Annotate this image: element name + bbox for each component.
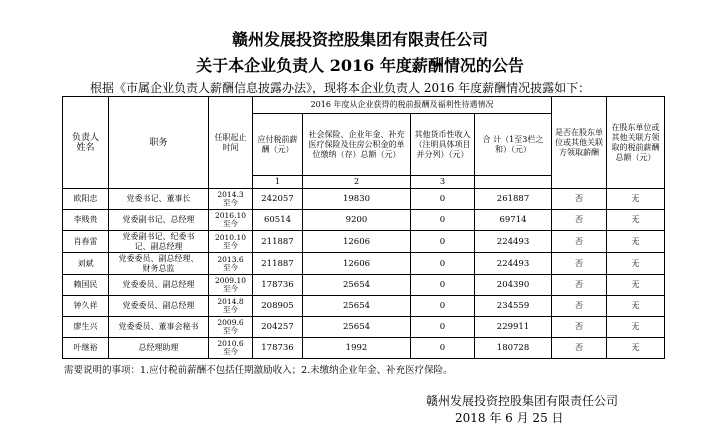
header-insurance: 社会保险、企业年金、补充医疗保险及住房公积金的单位缴纳（存）总额（元） xyxy=(303,114,411,176)
cell-insurance: 12606 xyxy=(303,231,411,253)
title-announcement: 关于本企业负责人 2016 年度薪酬情况的公告 xyxy=(196,56,524,75)
cell-name: 钟久祥 xyxy=(63,296,109,317)
table-row xyxy=(63,231,665,253)
cell-name: 赖国民 xyxy=(63,275,109,296)
cell-name: 肖春雷 xyxy=(63,231,109,253)
cell-other: 0 xyxy=(411,317,475,338)
header-index-1: 1 xyxy=(253,176,303,189)
cell-insurance: 12606 xyxy=(303,253,411,275)
title-company: 赣州发展投资控股集团有限责任公司 xyxy=(231,30,488,49)
header-group: 2016 年度从企业获得的税前报酬及福利性待遇情况 xyxy=(253,97,552,114)
header-index-2: 2 xyxy=(303,176,411,189)
cell-other: 0 xyxy=(411,338,475,359)
cell-term: 2013.6 至今 xyxy=(209,253,253,275)
cell-term: 2016.10 至今 xyxy=(209,210,253,231)
cell-amount: 无 xyxy=(607,231,665,253)
cell-position: 党委委员、董事会秘书 xyxy=(109,317,209,338)
cell-paid: 否 xyxy=(552,275,607,296)
cell-term: 2010.10 至今 xyxy=(209,231,253,253)
cell-position: 党委委员、副总经理、财务总监 xyxy=(109,253,209,275)
table-row xyxy=(63,210,665,231)
cell-total: 69714 xyxy=(475,210,552,231)
salary-table xyxy=(62,96,665,359)
cell-amount: 无 xyxy=(607,338,665,359)
cell-total: 224493 xyxy=(475,253,552,275)
cell-name: 李贱贵 xyxy=(63,210,109,231)
cell-pay: 211887 xyxy=(253,231,303,253)
cell-total: 261887 xyxy=(475,189,552,210)
cell-position: 党委委员、副总经理 xyxy=(109,275,209,296)
cell-pay: 208905 xyxy=(253,296,303,317)
cell-paid: 否 xyxy=(552,317,607,338)
cell-position: 党委副书记、纪委书记、副总经理 xyxy=(109,231,209,253)
cell-name: 欧阳忠 xyxy=(63,189,109,210)
cell-paid: 否 xyxy=(552,231,607,253)
cell-paid: 否 xyxy=(552,338,607,359)
cell-other: 0 xyxy=(411,231,475,253)
cell-term: 2010.6 至今 xyxy=(209,338,253,359)
cell-term: 2009.6 至今 xyxy=(209,317,253,338)
cell-other: 0 xyxy=(411,296,475,317)
header-shareholder-amount: 在股东单位或其他关联方领取的税前薪酬总额（元） xyxy=(607,97,665,189)
cell-pay: 178736 xyxy=(253,338,303,359)
cell-amount: 无 xyxy=(607,296,665,317)
cell-position: 总经理助理 xyxy=(109,338,209,359)
table-row xyxy=(63,338,665,359)
cell-position: 党委书记、董事长 xyxy=(109,189,209,210)
cell-pay: 211887 xyxy=(253,253,303,275)
cell-insurance: 9200 xyxy=(303,210,411,231)
header-pay: 应付税前薪酬（元） xyxy=(253,114,303,176)
cell-other: 0 xyxy=(411,189,475,210)
cell-pay: 242057 xyxy=(253,189,303,210)
cell-insurance: 25654 xyxy=(303,275,411,296)
cell-amount: 无 xyxy=(607,317,665,338)
table-row xyxy=(63,296,665,317)
cell-amount: 无 xyxy=(607,210,665,231)
header-name: 负责人姓名 xyxy=(63,97,109,189)
cell-insurance: 1992 xyxy=(303,338,411,359)
cell-pay: 60514 xyxy=(253,210,303,231)
header-term: 任职起止时间 xyxy=(209,97,253,189)
cell-total: 180728 xyxy=(475,338,552,359)
cell-total: 229911 xyxy=(475,317,552,338)
cell-term: 2014.8 至今 xyxy=(209,296,253,317)
note-text: 需要说明的事项：1.应付税前薪酬不包括任期激励收入；2.未缴纳企业年金、补充医疗保险。 xyxy=(64,365,453,376)
cell-pay: 204257 xyxy=(253,317,303,338)
intro-text: 根据《市属企业负责人薪酬信息披露办法》，现将本企业负责人 2016 年度薪酬情况披露如下： xyxy=(90,81,591,95)
cell-paid: 否 xyxy=(552,296,607,317)
header-position: 职务 xyxy=(109,97,209,189)
cell-amount: 无 xyxy=(607,189,665,210)
cell-position: 党委副书记、总经理 xyxy=(109,210,209,231)
cell-name: 叶继裕 xyxy=(63,338,109,359)
cell-total: 204390 xyxy=(475,275,552,296)
cell-term: 2014.3 至今 xyxy=(209,189,253,210)
table-row xyxy=(63,189,665,210)
signature-date: 2018 年 6 月 25 日 xyxy=(455,411,564,425)
table-row xyxy=(63,253,665,275)
cell-paid: 否 xyxy=(552,189,607,210)
header-shareholder-paid: 是否在股东单位或其他关联方领取薪酬 xyxy=(552,97,607,189)
cell-amount: 无 xyxy=(607,253,665,275)
header-total: 合 计（1至3栏之和）（元） xyxy=(475,114,552,176)
cell-total: 224493 xyxy=(475,231,552,253)
header-index-3: 3 xyxy=(411,176,475,189)
cell-other: 0 xyxy=(411,253,475,275)
cell-paid: 否 xyxy=(552,210,607,231)
cell-other: 0 xyxy=(411,210,475,231)
signature-org: 赣州发展投资控股集团有限责任公司 xyxy=(426,394,619,408)
table-row xyxy=(63,317,665,338)
cell-term: 2009.10 至今 xyxy=(209,275,253,296)
cell-position: 党委委员、副总经理 xyxy=(109,296,209,317)
header-other: 其他货币性收入（注明具体项目并分列）（元） xyxy=(411,114,475,176)
cell-name: 刘斌 xyxy=(63,253,109,275)
table-row xyxy=(63,275,665,296)
cell-other: 0 xyxy=(411,275,475,296)
cell-amount: 无 xyxy=(607,275,665,296)
cell-total: 234559 xyxy=(475,296,552,317)
cell-insurance: 19830 xyxy=(303,189,411,210)
cell-name: 廖生兴 xyxy=(63,317,109,338)
cell-paid: 否 xyxy=(552,253,607,275)
cell-insurance: 25654 xyxy=(303,296,411,317)
cell-insurance: 25654 xyxy=(303,317,411,338)
cell-pay: 178736 xyxy=(253,275,303,296)
